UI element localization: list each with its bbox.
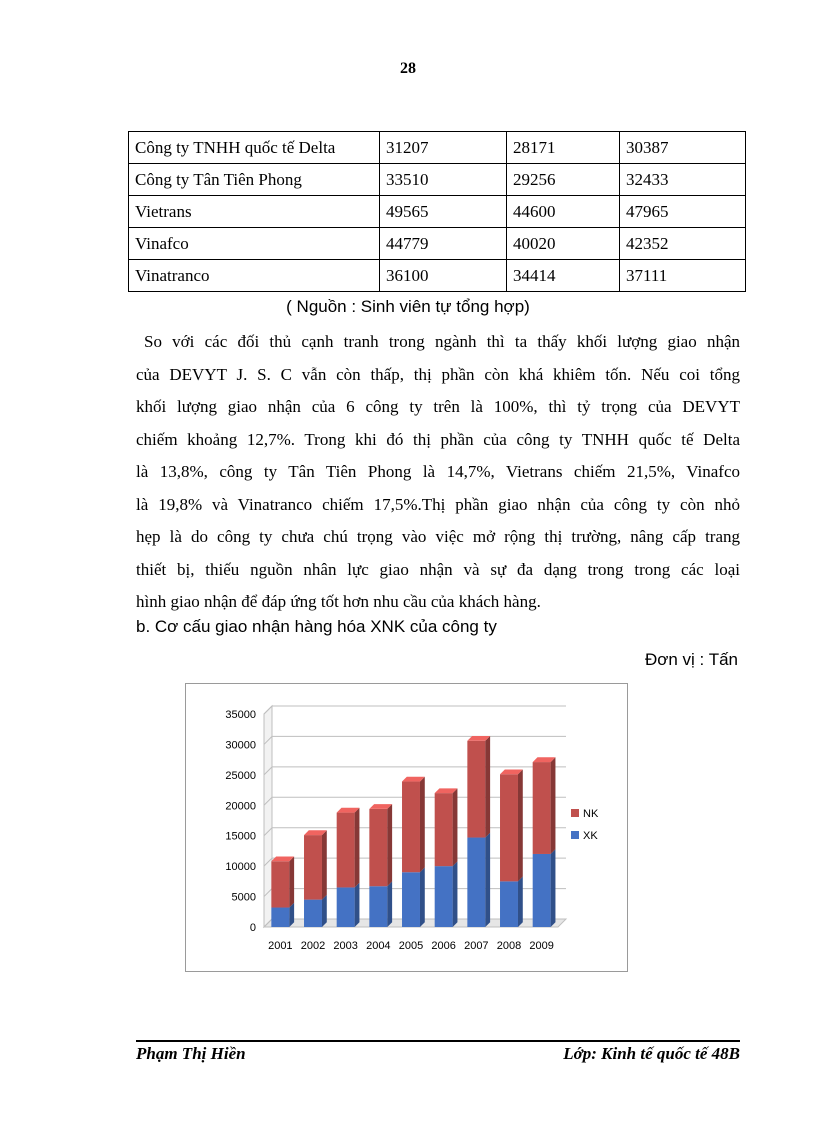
volume-cell: 44779 — [380, 228, 507, 260]
company-name-cell: Vietrans — [129, 196, 380, 228]
xk-bar-front — [402, 872, 420, 927]
x-tick-label: 2003 — [333, 940, 358, 952]
chart-frame — [185, 683, 628, 972]
volume-cell: 42352 — [620, 228, 746, 260]
legend-label-nk: NK — [583, 808, 599, 820]
page-number: 28 — [400, 60, 416, 77]
body-paragraph — [136, 326, 740, 619]
x-tick-label: 2005 — [398, 940, 424, 952]
xk-bar-front — [533, 854, 551, 927]
stacked-bar-chart — [186, 684, 627, 971]
volume-cell: 30387 — [620, 132, 746, 164]
paragraph-line: chiếm khoảng 12,7%. Trong khi đó thị phần của công ty TNHH quốc tế Delta — [136, 429, 740, 449]
y-tick-label: 0 — [249, 922, 256, 934]
volume-cell: 47965 — [620, 196, 746, 228]
footer-author: Phạm Thị Hiền — [136, 1044, 246, 1063]
y-tick-label: 35000 — [225, 709, 256, 721]
x-tick-label: 2004 — [366, 940, 391, 952]
paragraph-line: hình giao nhận để đáp ứng tốt hơn nhu cầu của khách hàng. — [136, 592, 541, 611]
table-row — [129, 196, 746, 228]
xk-bar-front — [435, 866, 453, 927]
xk-bar-front — [304, 900, 322, 927]
paragraph-line: là 13,8%, công ty Tân Tiên Phong là 14,7%, Vietrans chiếm 21,5%, Vinafco — [136, 462, 740, 481]
nk-bar-front — [500, 774, 518, 881]
volume-cell: 33510 — [380, 164, 507, 196]
x-tick-label: 2008 — [496, 940, 522, 952]
xk-bar-side — [485, 833, 490, 927]
volume-cell: 44600 — [507, 196, 620, 228]
x-tick-label: 2006 — [431, 940, 456, 952]
table-row — [129, 132, 746, 164]
legend-swatch-nk — [571, 809, 579, 817]
nk-bar-side — [551, 757, 556, 854]
nk-bar-side — [518, 769, 523, 881]
nk-bar-front — [402, 782, 420, 873]
paragraph-line: hẹp là do công ty chưa chú trọng vào việc mở rộng thị trường, nâng cấp trang — [136, 527, 740, 546]
volume-cell: 31207 — [380, 132, 507, 164]
xk-bar-front — [337, 887, 355, 927]
y-tick-label: 30000 — [225, 739, 256, 752]
nk-bar-side — [485, 736, 490, 838]
nk-bar-side — [355, 808, 360, 888]
volume-cell: 49565 — [380, 196, 507, 228]
volume-cell: 28171 — [507, 132, 620, 164]
nk-bar-front — [271, 861, 289, 907]
company-name-cell: Công ty TNHH quốc tế Delta — [129, 132, 380, 164]
xk-bar-side — [355, 883, 360, 927]
gridline — [264, 706, 566, 714]
company-name-cell: Công ty Tân Tiên Phong — [129, 164, 380, 196]
paragraph-line: So với các đối thủ cạnh tranh trong ngành thì ta thấy khối lượng giao nhận — [144, 332, 740, 351]
footer-rule — [136, 1040, 740, 1042]
xk-bar-side — [551, 849, 556, 927]
volume-cell: 37111 — [620, 260, 746, 292]
footer-class: Lớp: Kinh tế quốc tế 48B — [563, 1044, 740, 1063]
nk-bar-side — [289, 856, 294, 907]
gridline — [264, 736, 566, 744]
company-name-cell: Vinatranco — [129, 260, 380, 292]
xk-bar-side — [387, 881, 392, 927]
nk-bar-front — [533, 762, 551, 854]
y-tick-label: 5000 — [231, 891, 256, 904]
table-row — [129, 164, 746, 196]
volume-cell: 32433 — [620, 164, 746, 196]
nk-bar-front — [467, 741, 485, 838]
nk-bar-front — [337, 813, 355, 888]
nk-bar-side — [420, 777, 425, 872]
xk-bar-front — [467, 838, 485, 927]
xk-bar-front — [369, 886, 387, 927]
section-subheading: b. Cơ cấu giao nhận hàng hóa XNK của công ty — [136, 617, 497, 636]
unit-label: Đơn vị : Tấn — [644, 650, 738, 669]
paragraph-line: là 19,8% và Vinatranco chiếm 17,5%.Thị phần giao nhận của công ty còn nhỏ — [136, 494, 740, 514]
nk-bar-side — [322, 830, 327, 899]
volume-cell: 40020 — [507, 228, 620, 260]
xk-bar-side — [322, 895, 327, 927]
xk-bar-front — [271, 908, 289, 927]
nk-bar-front — [369, 809, 387, 886]
y-tick-label: 15000 — [225, 830, 256, 843]
legend-swatch-xk — [571, 831, 579, 839]
nk-bar-front — [304, 835, 322, 900]
paragraph-line: thiết bị, thiếu nguồn nhân lực giao nhận và sự đa dạng trong trong các loại — [136, 559, 740, 579]
y-tick-label: 10000 — [225, 861, 256, 874]
x-tick-label: 2009 — [529, 940, 554, 952]
x-tick-label: 2002 — [300, 940, 326, 952]
source-note: ( Nguồn : Sinh viên tự tổng hợp) — [286, 297, 530, 316]
y-tick-label: 25000 — [225, 769, 256, 782]
xk-bar-front — [500, 881, 518, 927]
company-name-cell: Vinafco — [129, 228, 380, 260]
table-row — [129, 260, 746, 292]
volume-cell: 34414 — [507, 260, 620, 292]
xk-bar-side — [420, 867, 425, 927]
competitor-volume-table — [128, 131, 746, 292]
table-row — [129, 228, 746, 260]
nk-bar-side — [387, 804, 392, 886]
paragraph-line: của DEVYT J. S. C vẫn còn thấp, thị phần còn khá khiêm tốn. Nếu coi tổng — [136, 364, 740, 384]
chart-side-wall — [264, 706, 272, 927]
x-tick-label: 2001 — [268, 940, 293, 952]
legend-label-xk: XK — [583, 830, 598, 842]
volume-cell: 29256 — [507, 164, 620, 196]
paragraph-line: khối lượng giao nhận của 6 công ty trên là 100%, thì tỷ trọng của DEVYT — [136, 397, 740, 416]
volume-cell: 36100 — [380, 260, 507, 292]
nk-bar-front — [435, 793, 453, 866]
y-tick-label: 20000 — [225, 800, 256, 813]
nk-bar-side — [453, 788, 458, 866]
x-tick-label: 2007 — [464, 940, 489, 952]
xk-bar-side — [518, 877, 523, 927]
table-body — [129, 132, 746, 292]
xk-bar-side — [453, 861, 458, 927]
